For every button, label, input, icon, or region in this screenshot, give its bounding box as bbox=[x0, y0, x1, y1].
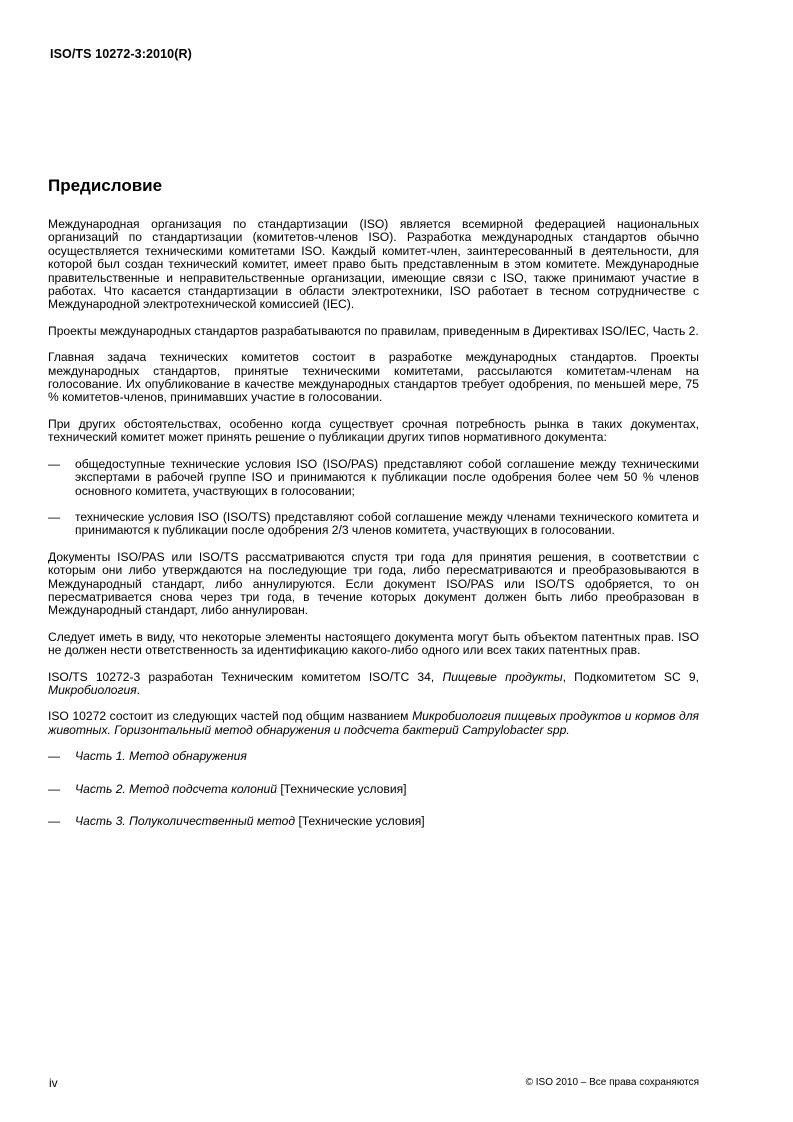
part-title: Часть 3. Полуколичественный метод bbox=[75, 814, 296, 828]
development-paragraph bbox=[48, 671, 699, 698]
dash-bullet: — bbox=[48, 781, 61, 796]
general-title: Микробиология пищевых продуктов и кормов для животных. Горизонтальный метод обнаружения и подсчета бактерий Campylobacter spp. bbox=[48, 709, 700, 737]
part-title: Часть 1. Метод обнаружения bbox=[75, 749, 247, 764]
part-title: Часть 2. Метод подсчета колоний bbox=[75, 781, 277, 796]
foreword-body bbox=[48, 218, 699, 847]
list-item bbox=[48, 783, 699, 796]
dash-bullet: — bbox=[48, 749, 61, 764]
list-item bbox=[48, 511, 699, 538]
dash-bullet: — bbox=[48, 814, 61, 828]
list-item bbox=[48, 815, 699, 828]
list-item bbox=[48, 458, 699, 498]
parts-prefix: ISO 10272 состоит из следующих частей под общим названием bbox=[48, 709, 413, 724]
dev-prefix: ISO/TS 10272-3 разработан Техническим комитетом ISO/TC 34, bbox=[48, 669, 443, 684]
part-entry bbox=[75, 783, 699, 796]
list-item-text: технические условия ISO (ISO/TS) представляют собой соглашение между членами технического комитета и принимаются к публикации после одобрения 2/3 членов комитета, участвующих в голосовании. bbox=[75, 509, 699, 538]
parts-paragraph bbox=[48, 710, 699, 737]
copyright-notice: © ISO 2010 – Все права сохраняются bbox=[525, 1077, 699, 1088]
paragraph: Международная организация по стандартизации (ISO) является всемирной федерацией национальных организаций по стандартизации (комитетов-членов ISO). Разработка международных стандартов обычно осуществляется техническими комитетами ISO. Каждый комитет-член, заинтересованный в деятельности, для которой был создан технический комитет, имеет право быть представленным в этом комитете. Международные правительственные и неправительственные организации, имеющие связи с ISO, также принимают участие в работах. Что касается стандартизации в области электротехники, ISO работает в тесном сотрудничестве с Международной электротехнической комиссией (IEC). bbox=[48, 217, 699, 312]
paragraph: Документы ISO/PAS или ISO/TS рассматриваются спустя три года для принятия решения, в соответствии с которым они либо утверждаются на последующие три года, либо пересматриваются и преобразовываются в Международный стандарт, либо аннулируются. Если документ ISO/PAS или ISO/TS одобряется, то он пересматривается снова через три года, в течение которых документ должен быть либо преобразован в Международный стандарт, либо аннулирован. bbox=[48, 549, 699, 618]
part-note: [Технические условия] bbox=[295, 814, 425, 828]
list-item bbox=[48, 750, 699, 763]
paragraph: Главная задача технических комитетов состоит в разработке международных стандартов. Проекты международных стандартов, принятые техническими комитетами, рассылаются комитетам-членам на голосование. Их опубликование в качестве международных стандартов требует одобрения, по меньшей мере, 75 % комитетов-членов, принимавших участие в голосовании. bbox=[48, 350, 699, 405]
dev-suffix: . bbox=[136, 682, 141, 697]
part-entry bbox=[75, 815, 699, 828]
dash-bullet: — bbox=[48, 509, 61, 524]
list-item-text: общедоступные технические условия ISO (ISO/PAS) представляют собой соглашение между техническими экспертами в рабочей группе ISO и принимаются к публикации после одобрения более чем 50 % членов основного комитета, участвующих в голосовании; bbox=[75, 456, 699, 498]
document-id-header: ISO/TS 10272-3:2010(R) bbox=[50, 47, 192, 61]
paragraph: Проекты международных стандартов разрабатываются по правилам, приведенным в Директивах ISO/IEC, Часть 2. bbox=[48, 323, 699, 338]
paragraph: Следует иметь в виду, что некоторые элементы настоящего документа могут быть объектом патентных прав. ISO не должен нести ответственность за идентификацию какого-либо одного или всех таких патентных прав. bbox=[48, 629, 699, 658]
parts-list bbox=[48, 750, 699, 828]
part-note: [Технические условия] bbox=[276, 781, 407, 796]
paragraph: При других обстоятельствах, особенно когда существует срочная потребность рынка в таких документах, технический комитет может принять решение о публикации других типов нормативного документа: bbox=[48, 416, 699, 445]
tc-title: Пищевые продукты bbox=[442, 669, 563, 684]
page-number: iv bbox=[49, 1076, 58, 1090]
page-title: Предисловие bbox=[48, 176, 163, 195]
sc-title: Микробиология bbox=[48, 682, 137, 697]
dev-middle: , Подкомитетом SC 9, bbox=[562, 669, 699, 684]
part-entry bbox=[75, 750, 699, 763]
dash-bullet: — bbox=[48, 456, 61, 471]
